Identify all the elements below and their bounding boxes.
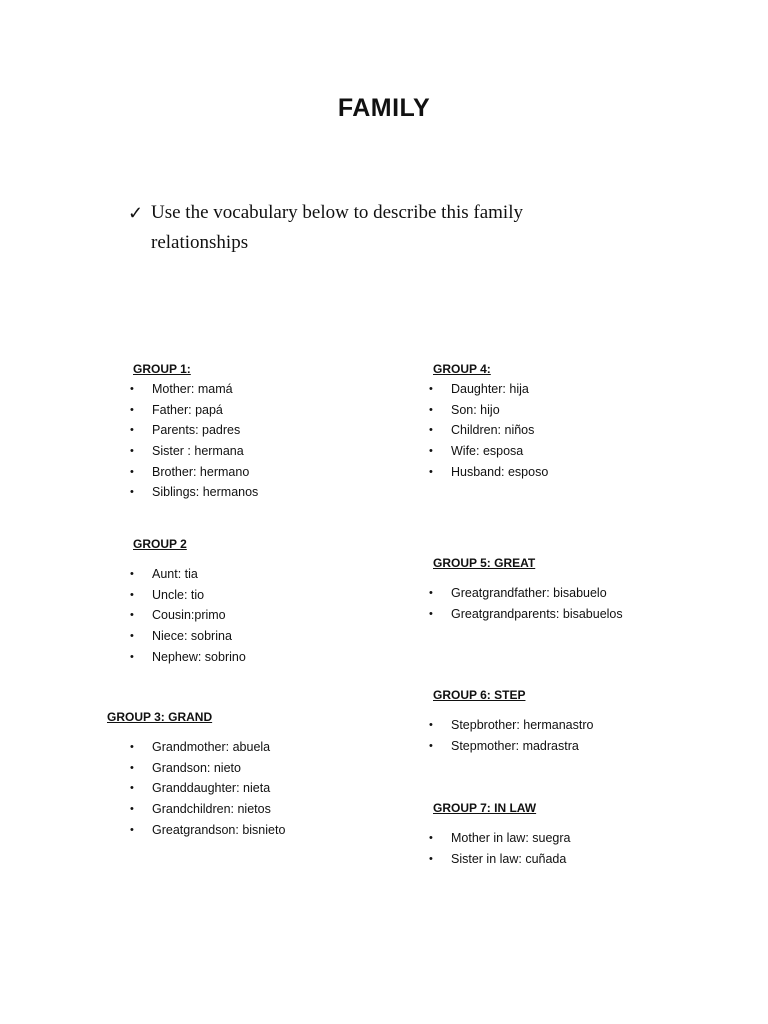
bullet-icon: • bbox=[130, 761, 134, 774]
item-text: Parents: padres bbox=[152, 423, 241, 438]
group-heading: GROUP 2 bbox=[133, 537, 187, 551]
bullet-icon: • bbox=[429, 403, 433, 416]
bullet-icon: • bbox=[429, 719, 433, 731]
instruction-line-2: relationships bbox=[151, 232, 249, 253]
item-text: Stepmother: madrastra bbox=[451, 738, 579, 753]
item-text: Greatgrandparents: bisabuelos bbox=[451, 606, 623, 621]
page-title: FAMILY bbox=[337, 94, 431, 122]
list-item bbox=[429, 420, 548, 441]
item-text: Mother in law: suegra bbox=[451, 831, 571, 845]
instruction bbox=[128, 198, 648, 258]
item-text: Greatgrandson: bisnieto bbox=[152, 822, 286, 837]
list-item bbox=[429, 604, 623, 625]
bullet-icon: • bbox=[130, 630, 134, 643]
group-3-list bbox=[130, 737, 286, 840]
item-text: Stepbrother: hermanastro bbox=[451, 718, 594, 732]
bullet-icon: • bbox=[130, 803, 134, 816]
list-item bbox=[429, 583, 623, 604]
item-text: Cousin:primo bbox=[152, 608, 226, 623]
bullet-icon: • bbox=[429, 587, 433, 599]
bullet-icon: • bbox=[429, 465, 433, 478]
group-2 bbox=[130, 536, 246, 667]
item-text: Children: niños bbox=[451, 423, 535, 438]
bullet-icon: • bbox=[130, 383, 134, 395]
item-text: Brother: hermano bbox=[152, 464, 250, 479]
item-text: Granddaughter: nieta bbox=[152, 781, 271, 796]
item-text: Mother: mamá bbox=[152, 382, 233, 396]
list-item bbox=[130, 758, 285, 779]
item-text: Daughter: hija bbox=[451, 382, 529, 396]
bullet-icon: • bbox=[130, 445, 134, 458]
list-item bbox=[130, 626, 246, 647]
group-6 bbox=[429, 687, 594, 756]
item-text: Sister : hermana bbox=[152, 444, 244, 459]
item-text: Son: hijo bbox=[451, 402, 500, 417]
item-text: Husband: esposo bbox=[451, 464, 549, 479]
bullet-icon: • bbox=[130, 782, 134, 795]
bullet-icon: • bbox=[130, 465, 134, 478]
bullet-icon: • bbox=[130, 568, 134, 580]
item-text: Grandmother: abuela bbox=[152, 740, 271, 754]
item-text: Aunt: tia bbox=[152, 567, 198, 581]
item-text: Nephew: sobrino bbox=[152, 649, 246, 664]
bullet-icon: • bbox=[429, 607, 433, 620]
list-item bbox=[429, 441, 548, 462]
bullet-icon: • bbox=[429, 852, 433, 865]
group-heading: GROUP 4: bbox=[433, 362, 491, 376]
group-6-list bbox=[429, 715, 594, 756]
group-3 bbox=[107, 709, 285, 840]
bullet-icon: • bbox=[429, 445, 433, 458]
item-text: Greatgrandfather: bisabuelo bbox=[451, 586, 607, 600]
list-item bbox=[130, 778, 285, 799]
group-2-list bbox=[130, 564, 246, 667]
list-item bbox=[429, 849, 571, 870]
item-text: Siblings: hermanos bbox=[152, 485, 259, 500]
list-item bbox=[130, 420, 258, 441]
group-7 bbox=[429, 800, 571, 869]
list-item bbox=[429, 828, 571, 849]
group-heading: GROUP 5: GREAT bbox=[433, 556, 536, 570]
group-4 bbox=[429, 361, 549, 482]
bullet-icon: • bbox=[429, 383, 433, 395]
group-heading: GROUP 6: STEP bbox=[433, 688, 526, 702]
group-7-list bbox=[429, 828, 571, 869]
list-item bbox=[429, 462, 549, 483]
bullet-icon: • bbox=[429, 832, 433, 844]
bullet-icon: • bbox=[429, 739, 433, 752]
list-item bbox=[130, 585, 246, 606]
list-item bbox=[429, 736, 593, 757]
bullet-icon: • bbox=[429, 424, 433, 437]
group-1 bbox=[130, 361, 259, 503]
list-item bbox=[130, 820, 286, 841]
group-heading: GROUP 3: GRAND bbox=[107, 710, 213, 724]
list-item bbox=[130, 799, 285, 820]
checkmark-icon: ✓ bbox=[128, 203, 144, 223]
bullet-icon: • bbox=[130, 588, 134, 601]
list-item bbox=[130, 737, 285, 758]
item-text: Sister in law: cuñada bbox=[451, 851, 567, 866]
list-item bbox=[130, 441, 258, 462]
group-5-list bbox=[429, 583, 623, 624]
list-item bbox=[429, 715, 594, 736]
list-item bbox=[130, 647, 246, 668]
list-item bbox=[130, 379, 258, 400]
group-5 bbox=[429, 555, 623, 624]
item-text: Father: papá bbox=[152, 402, 223, 417]
list-item bbox=[130, 462, 258, 483]
list-item bbox=[429, 379, 548, 400]
bullet-icon: • bbox=[130, 486, 134, 499]
list-item bbox=[429, 400, 548, 421]
group-4-list bbox=[429, 379, 549, 482]
bullet-icon: • bbox=[130, 424, 134, 437]
bullet-icon: • bbox=[130, 609, 134, 622]
bullet-icon: • bbox=[130, 823, 134, 836]
group-heading: GROUP 7: IN LAW bbox=[433, 801, 537, 815]
instruction-line-1: Use the vocabulary below to describe this family bbox=[151, 202, 523, 223]
item-text: Uncle: tio bbox=[152, 587, 205, 602]
item-text: Grandchildren: nietos bbox=[152, 802, 271, 817]
group-1-list bbox=[130, 379, 259, 503]
list-item bbox=[130, 400, 258, 421]
group-heading: GROUP 1: bbox=[133, 362, 191, 376]
bullet-icon: • bbox=[130, 650, 134, 663]
bullet-icon: • bbox=[130, 403, 134, 416]
list-item bbox=[130, 564, 246, 585]
item-text: Wife: esposa bbox=[451, 444, 524, 459]
list-item bbox=[130, 605, 246, 626]
item-text: Grandson: nieto bbox=[152, 760, 241, 775]
item-text: Niece: sobrina bbox=[152, 629, 232, 644]
list-item bbox=[130, 482, 259, 503]
bullet-icon: • bbox=[130, 741, 134, 753]
